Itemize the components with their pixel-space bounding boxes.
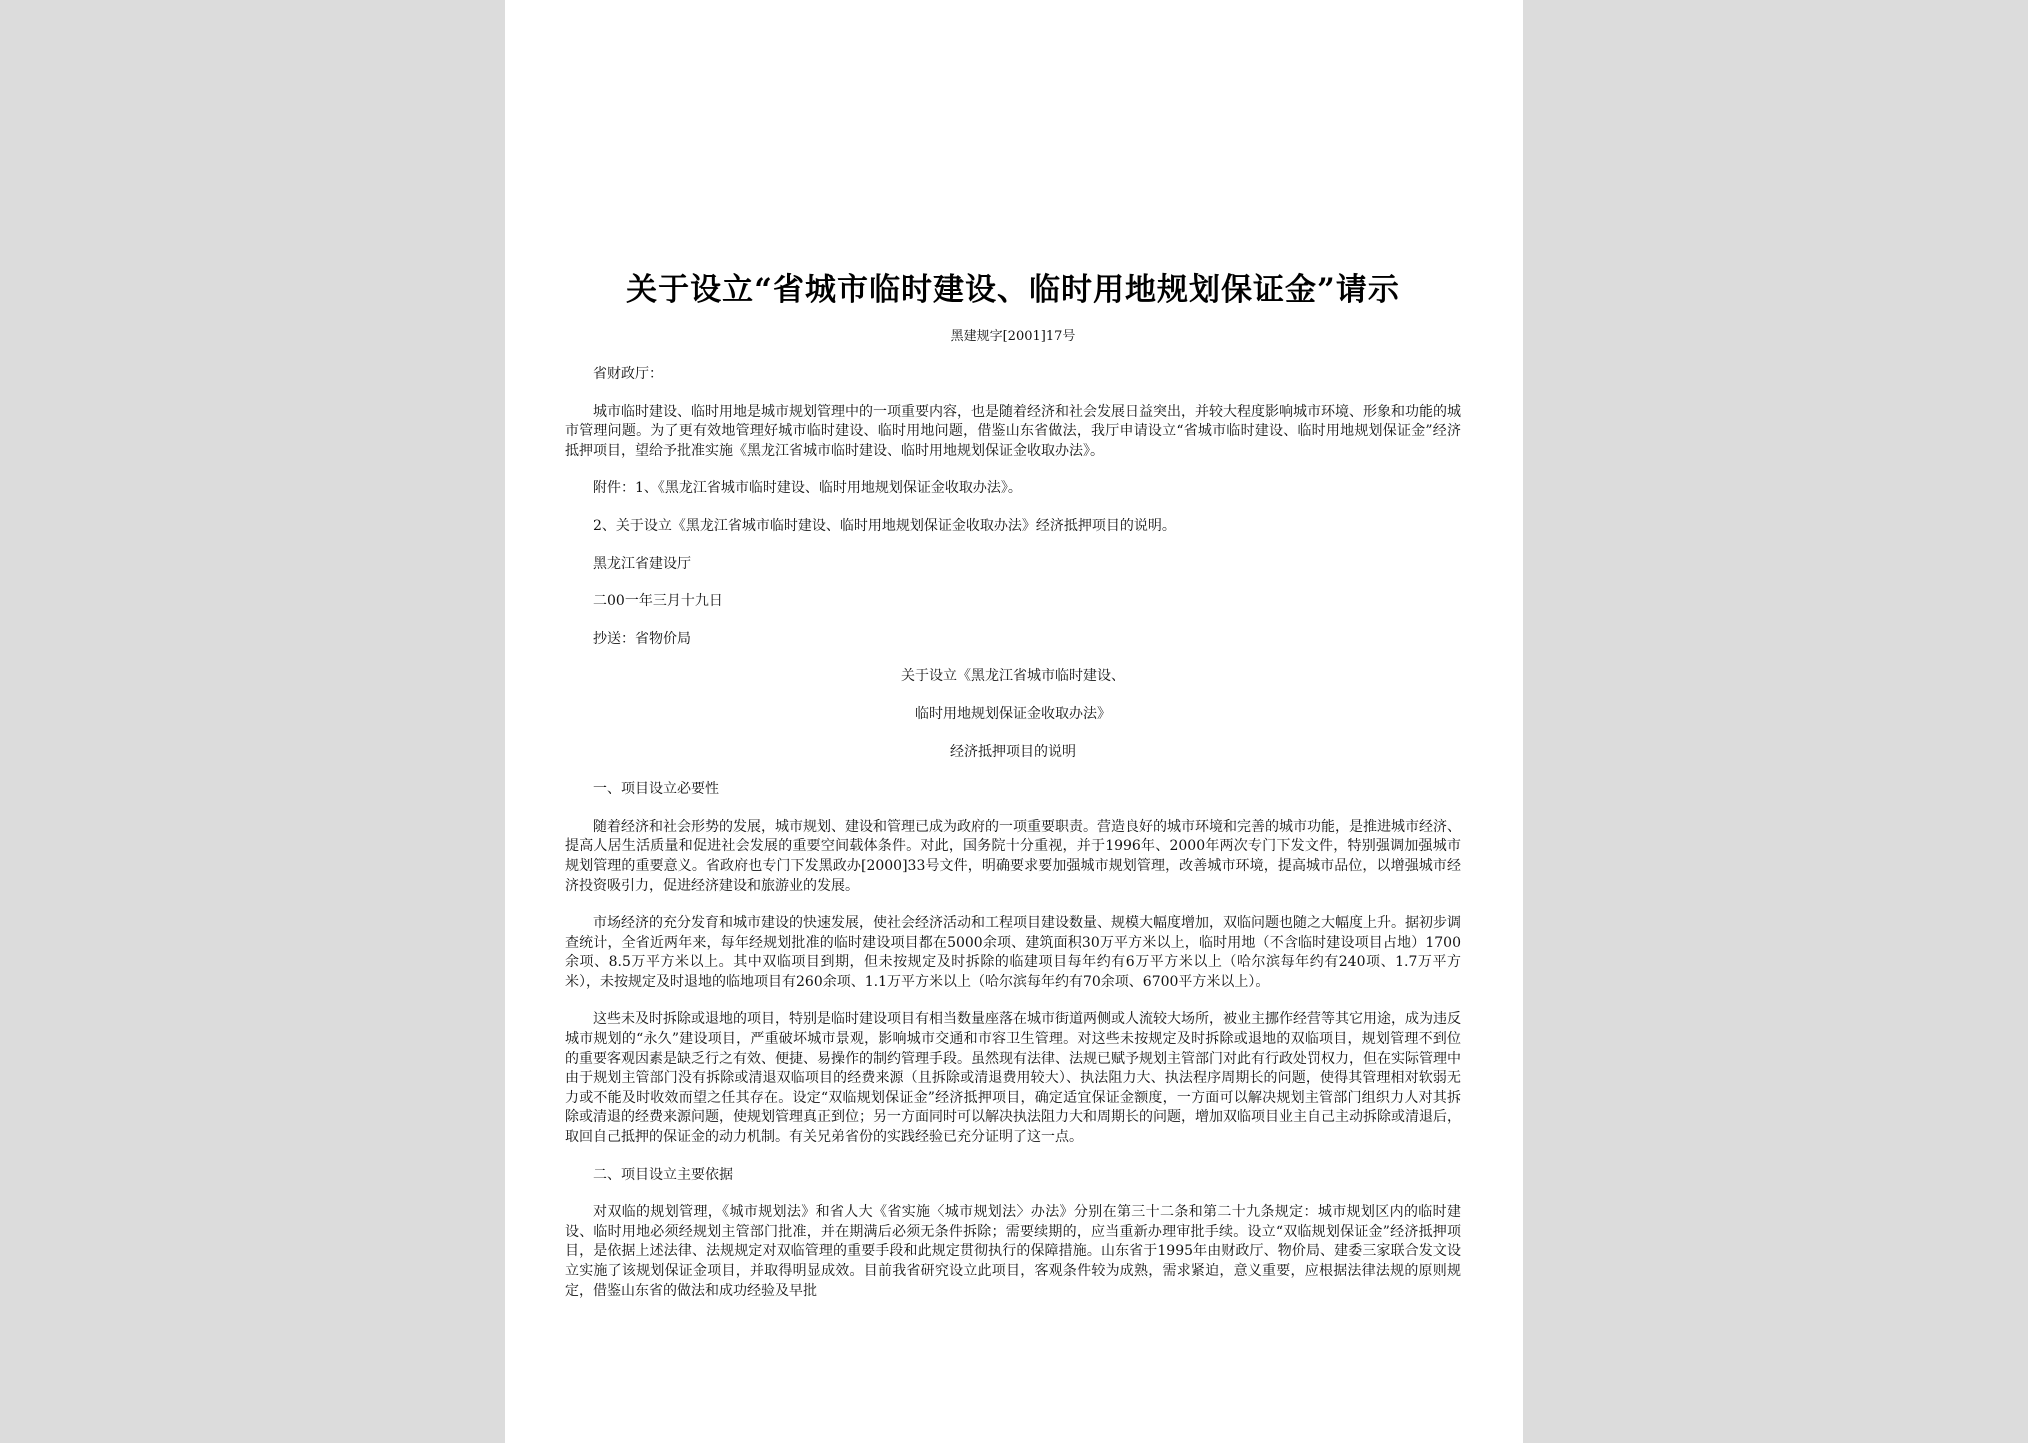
document-title: 关于设立“省城市临时建设、临时用地规划保证金”请示 [626, 272, 1400, 308]
explanation-title-line-2: 临时用地规划保证金收取办法》 [915, 705, 1111, 722]
section-2-heading: 二、项目设立主要依据 [593, 1166, 733, 1183]
intro-paragraph: 城市临时建设、临时用地是城市规划管理中的一项重要内容，也是随着经济和社会发展日益突出，并较大程度影响城市环境、形象和功能的城市管理问题。为了更有效地管理好城市临时建设、临时用地问题，借鉴山东省做法，我厅申请设立“省城市临时建设、临时用地规划保证金”经济抵押项目，望给予批准实施《黑龙江省城市临时建设、临时用地规划保证金收取办法》。 [565, 403, 1461, 459]
carbon-copy: 抄送：省物价局 [593, 630, 691, 647]
document-number: 黑建规字[2001]17号 [950, 329, 1076, 344]
issue-date: 二00一年三月十九日 [593, 593, 723, 610]
attachment-1: 附件：1、《黑龙江省城市临时建设、临时用地规划保证金收取办法》。 [593, 480, 1022, 497]
issuer: 黑龙江省建设厅 [593, 555, 691, 572]
section-1-paragraph-1: 随着经济和社会形势的发展，城市规划、建设和管理已成为政府的一项重要职责。营造良好的城市环境和完善的城市功能，是推进城市经济、提高人居生活质量和促进社会发展的重要空间载体条件。对此，国务院十分重视，并于1996年、2000年两次专门下发文件，特别强调加强城市规划管理的重要意义。省政府也专门下发黑政办[2000]33号文件，明确要求要加强城市规划管理，改善城市环境，提高城市品位，以增强城市经济投资吸引力，促进经济建设和旅游业的发展。 [565, 818, 1461, 894]
attachment-2: 2、关于设立《黑龙江省城市临时建设、临时用地规划保证金收取办法》经济抵押项目的说明。 [593, 517, 1176, 534]
explanation-title-line-1: 关于设立《黑龙江省城市临时建设、 [901, 668, 1125, 685]
section-2-paragraph-1: 对双临的规划管理，《城市规划法》和省人大《省实施〈城市规划法〉办法》分别在第三十二条和第二十九条规定：城市规划区内的临时建设、临时用地必须经规划主管部门批准，并在期满后必须无条件拆除；需要续期的，应当重新办理审批手续。设立“双临规划保证金”经济抵押项目，是依据上述法律、法规规定对双临管理的重要手段和此规定贯彻执行的保障措施。山东省于1995年由财政厅、物价局、建委三家联合发文设立实施了该规划保证金项目，并取得明显成效。目前我省研究设立此项目，客观条件较为成熟，需求紧迫，意义重要，应根据法律法规的原则规定，借鉴山东省的做法和成功经验及早批 [565, 1204, 1461, 1299]
addressee: 省财政厅： [593, 366, 663, 382]
section-1-paragraph-2: 市场经济的充分发育和城市建设的快速发展，使社会经济活动和工程项目建设数量、规模大幅度增加，双临问题也随之大幅度上升。据初步调查统计，全省近两年来，每年经规划批准的临时建设项目都在5000余项、建筑面积30万平方米以上，临时用地（不含临时建设项目占地）1700余项、8.5万平方米以上。其中双临项目到期，但未按规定及时拆除的临建项目每年约有6万平方米以上（哈尔滨每年约有240项、1.7万平方米），未按规定及时退地的临地项目有260余项、1.1万平方米以上（哈尔滨每年约有70余项、6700平方米以上）。 [565, 915, 1461, 990]
explanation-title-line-3: 经济抵押项目的说明 [950, 743, 1076, 760]
section-1-heading: 一、项目设立必要性 [593, 781, 719, 798]
document-page [505, 0, 1523, 1443]
section-1-paragraph-3: 这些未及时拆除或退地的项目，特别是临时建设项目有相当数量座落在城市街道两侧或人流较大场所，被业主挪作经营等其它用途，成为违反城市规划的“永久”建设项目，严重破坏城市景观，影响城市交通和市容卫生管理。对这些未按规定及时拆除或退地的双临项目，规划管理不到位的重要客观因素是缺乏行之有效、便捷、易操作的制约管理手段。虽然现有法律、法规已赋予规划主管部门对此有行政处罚权力，但在实际管理中由于规划主管部门没有拆除或清退双临项目的经费来源（且拆除或清退费用较大）、执法阻力大、执法程序周期长的问题，使得其管理相对软弱无力或不能及时收效而望之任其存在。设定“双临规划保证金”经济抵押项目，确定适宜保证金额度，一方面可以解决规划主管部门组织力人对其拆除或清退的经费来源问题，使规划管理真正到位；另一方面同时可以解决执法阻力大和周期长的问题，增加双临项目业主自己主动拆除或清退后，取回自己抵押的保证金的动力机制。有关兄弟省份的实践经验已充分证明了这一点。 [565, 1011, 1461, 1146]
